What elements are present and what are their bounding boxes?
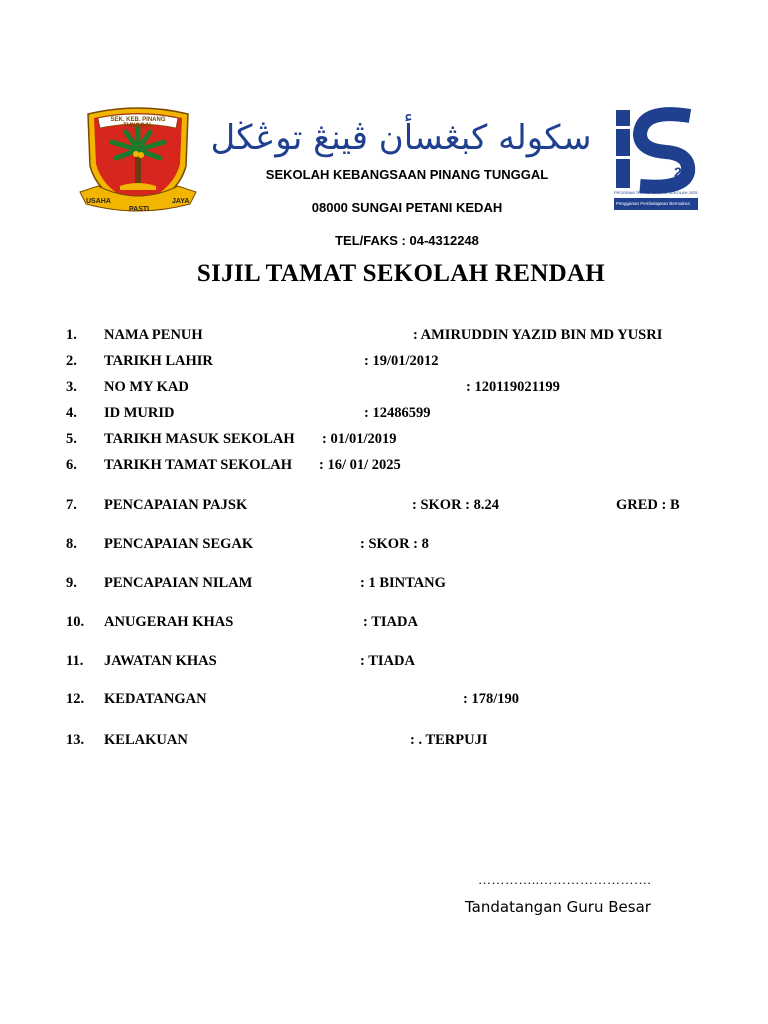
row-jawatan-khas bbox=[0, 653, 768, 673]
row-nilam bbox=[0, 575, 768, 595]
ts25-caption: PROGRAM TRANSFORMASI SEKOLAH 2025 bbox=[614, 190, 698, 195]
ts25-tagline: Pengganan Pembelajaran Bermakna bbox=[616, 201, 690, 206]
row-value: : TIADA bbox=[363, 614, 418, 630]
row-label: TARIKH LAHIR bbox=[104, 353, 213, 369]
row-number: 11. bbox=[66, 653, 84, 669]
row-nama-penuh bbox=[0, 327, 768, 347]
row-number: 10. bbox=[66, 614, 85, 630]
row-label: PENCAPAIAN SEGAK bbox=[104, 536, 254, 552]
crest-motto-3: JAYA bbox=[172, 198, 190, 205]
row-label: KEDATANGAN bbox=[104, 691, 207, 707]
row-kelakuan bbox=[0, 732, 768, 752]
row-number: 5. bbox=[66, 431, 77, 447]
row-number: 2. bbox=[66, 353, 77, 369]
row-number: 6. bbox=[66, 457, 77, 473]
row-number: 7. bbox=[66, 497, 77, 513]
row-label: TARIKH TAMAT SEKOLAH bbox=[104, 457, 292, 473]
crest-motto-1: USAHA bbox=[86, 198, 111, 205]
row-value: : 120119021199 bbox=[466, 379, 560, 395]
row-number: 3. bbox=[66, 379, 77, 395]
row-kedatangan bbox=[0, 691, 768, 711]
row-value: : 01/01/2019 bbox=[322, 431, 397, 447]
row-value: : AMIRUDDIN YAZID BIN MD YUSRI bbox=[413, 327, 663, 343]
row-number: 9. bbox=[66, 575, 77, 591]
row-value: : 19/01/2012 bbox=[364, 353, 439, 369]
row-label: PENCAPAIAN PAJSK bbox=[104, 497, 248, 513]
row-value: : 1 BINTANG bbox=[360, 575, 446, 591]
row-label: NAMA PENUH bbox=[104, 327, 203, 343]
row-number: 4. bbox=[66, 405, 77, 421]
row-value: : SKOR : 8.24 bbox=[412, 497, 499, 513]
school-address: 08000 SUNGAI PETANI KEDAH bbox=[311, 200, 503, 215]
row-no-mykad bbox=[0, 379, 768, 399]
row-value: : SKOR : 8 bbox=[360, 536, 429, 552]
row-tarikh-lahir bbox=[0, 353, 768, 373]
row-value: : 12486599 bbox=[364, 405, 431, 421]
row-label: PENCAPAIAN NILAM bbox=[104, 575, 253, 591]
row-value: : 16/ 01/ 2025 bbox=[319, 457, 401, 473]
row-number: 1. bbox=[66, 327, 77, 343]
crest-banner-text: SEK. KEB. PINANG TUNGGAL bbox=[110, 117, 166, 129]
ts25-program-logo bbox=[612, 106, 700, 214]
row-id-murid bbox=[0, 405, 768, 425]
row-label: TARIKH MASUK SEKOLAH bbox=[104, 431, 295, 447]
row-value: : 178/190 bbox=[463, 691, 519, 707]
row-pajsk bbox=[0, 497, 768, 517]
signature-label: Tandatangan Guru Besar bbox=[465, 898, 651, 916]
row-number: 8. bbox=[66, 536, 77, 552]
row-anugerah-khas bbox=[0, 614, 768, 634]
school-name: SEKOLAH KEBANGSAAN PINANG TUNGGAL bbox=[265, 167, 549, 182]
ts25-number: 25 bbox=[674, 164, 690, 180]
row-label: ID MURID bbox=[104, 405, 175, 421]
row-label: NO MY KAD bbox=[104, 379, 189, 395]
row-gred: GRED : B bbox=[616, 497, 680, 513]
school-tel: TEL/FAKS : 04-4312248 bbox=[335, 233, 479, 248]
row-segak bbox=[0, 536, 768, 556]
certificate-title: SIJIL TAMAT SEKOLAH RENDAH bbox=[196, 260, 606, 287]
row-label: JAWATAN KHAS bbox=[104, 653, 217, 669]
row-number: 12. bbox=[66, 691, 85, 707]
row-value: : . TERPUJI bbox=[410, 732, 488, 748]
jawi-text: سکوله کبڠسأن ڤينڠ توڠڬل bbox=[210, 118, 592, 158]
row-number: 13. bbox=[66, 732, 85, 748]
row-tarikh-masuk bbox=[0, 431, 768, 451]
jawi-school-name bbox=[196, 110, 606, 166]
crest-motto-2: PASTI bbox=[129, 206, 150, 213]
row-label: ANUGERAH KHAS bbox=[104, 614, 234, 630]
signature-line: …………..……………………. bbox=[478, 872, 652, 887]
row-value: : TIADA bbox=[360, 653, 415, 669]
row-label: KELAKUAN bbox=[104, 732, 188, 748]
row-tarikh-tamat bbox=[0, 457, 768, 477]
